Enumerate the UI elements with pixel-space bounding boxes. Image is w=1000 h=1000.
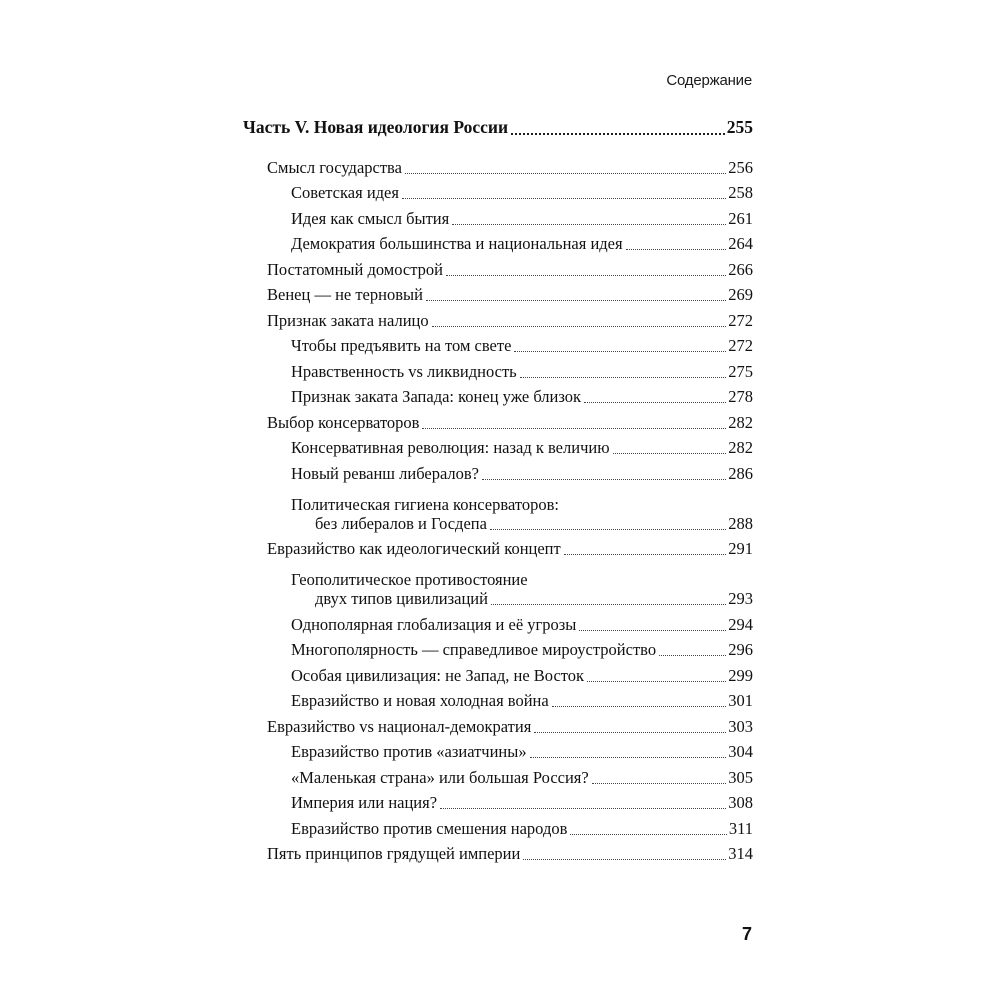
- toc-subentry: [243, 659, 753, 685]
- toc-entry-title: Нравственность vs ликвидность: [291, 361, 517, 381]
- dot-leader: [511, 118, 725, 135]
- toc-entry-title: Особая цивилизация: не Запад, не Восток: [291, 665, 585, 685]
- toc-subentry: [243, 177, 753, 203]
- dot-leader: [490, 515, 726, 530]
- toc-page-number: 261: [728, 208, 753, 228]
- toc-part-title: Часть V. Новая идеология России: [243, 117, 509, 137]
- toc-subentry: [243, 457, 753, 483]
- dot-leader: [405, 159, 726, 174]
- toc-page-number: 286: [728, 463, 753, 483]
- toc-subentry: [243, 228, 753, 254]
- dot-leader: [587, 667, 726, 682]
- toc-page-number: 272: [728, 310, 753, 330]
- toc-page-number: 314: [728, 844, 753, 863]
- toc-subentry: [243, 608, 753, 634]
- dot-leader: [592, 769, 727, 784]
- toc-page-number: 278: [728, 387, 753, 406]
- toc-entry: [243, 304, 753, 330]
- dot-leader: [520, 363, 727, 378]
- toc-entry-title: Признак заката Запада: конец уже близок: [291, 387, 582, 406]
- dot-leader: [523, 845, 726, 860]
- toc-entry-title: Советская идея: [291, 183, 399, 202]
- dot-leader: [534, 718, 726, 733]
- toc-entry: [243, 710, 753, 736]
- toc-entry-title: Демократия большинства и национальная идея: [291, 234, 623, 253]
- toc-page-number: 308: [728, 793, 753, 812]
- dot-leader: [426, 286, 726, 301]
- toc-page-number: 282: [728, 412, 753, 432]
- toc-page-number: 269: [728, 285, 753, 304]
- toc-page-number: 305: [728, 767, 753, 787]
- toc-page-number: 296: [728, 640, 753, 659]
- toc-entry-title: Смысл государства: [267, 157, 402, 177]
- toc-entry-title-continuation: двух типов цивилизаций: [315, 589, 488, 608]
- dot-leader: [432, 312, 727, 327]
- toc-entry: [243, 253, 753, 279]
- toc-entry-title: Евразийство против «азиатчины»: [291, 742, 527, 761]
- page-number-folio: 7: [741, 924, 752, 944]
- toc-page-number: 282: [728, 438, 753, 457]
- toc-page-number: 258: [728, 183, 753, 202]
- dot-leader: [564, 540, 727, 555]
- toc-subentry: [243, 634, 753, 660]
- toc-page-number: 264: [728, 234, 753, 253]
- toc-entry-title: Евразийство и новая холодная война: [291, 691, 549, 710]
- dot-leader: [570, 820, 726, 835]
- toc-entry: [243, 406, 753, 432]
- toc-entry: [243, 533, 753, 559]
- dot-leader: [659, 641, 726, 656]
- dot-leader: [579, 616, 726, 631]
- toc-entry-title: Однополярная глобализация и её угрозы: [291, 614, 577, 634]
- toc-entry-title: Выбор консерваторов: [267, 412, 420, 432]
- toc-subentry: [243, 202, 753, 228]
- toc-page-number: 266: [728, 259, 753, 279]
- toc-entry-title: Новый реванш либералов?: [291, 463, 480, 483]
- toc-subentry: [243, 355, 753, 381]
- toc-entry-title: Пять принципов грядущей империи: [267, 844, 521, 863]
- dot-leader: [402, 184, 726, 199]
- toc-entry-title: Политическая гигиена консерваторов:: [291, 494, 559, 514]
- toc-entry-title: Евразийство vs национал-демократия: [267, 716, 532, 736]
- dot-leader: [446, 261, 726, 276]
- toc-page-number: 288: [728, 513, 753, 533]
- dot-leader: [491, 590, 726, 605]
- toc-subentry: [243, 685, 753, 711]
- toc-subentry: [243, 330, 753, 356]
- toc-entry-title: Чтобы предъявить на том свете: [291, 336, 512, 355]
- toc-entry-title: Геополитическое противостояние: [291, 570, 528, 589]
- toc-page-number: 291: [728, 539, 753, 558]
- dot-leader: [613, 439, 727, 454]
- toc-entry-title: Постатомный домострой: [267, 259, 443, 279]
- toc-entry-title: Идея как смысл бытия: [291, 208, 450, 228]
- running-head: Содержание: [666, 72, 752, 89]
- toc-entry-title: «Маленькая страна» или большая Россия?: [291, 767, 589, 787]
- toc-entry-title-continuation: без либералов и Госдепа: [315, 513, 487, 533]
- toc-entry-continuation: [291, 514, 753, 533]
- toc-page-number: 275: [728, 361, 753, 381]
- toc-entry-title: Империя или нация?: [291, 793, 438, 812]
- table-of-contents: [243, 118, 753, 863]
- toc-page-number: 256: [728, 157, 753, 177]
- toc-subentry: [243, 736, 753, 762]
- toc-page-number: 301: [728, 691, 753, 710]
- toc-entry: [243, 279, 753, 305]
- toc-entry: [243, 151, 753, 177]
- dot-leader: [584, 388, 726, 403]
- dot-leader: [452, 210, 726, 225]
- toc-subentry: [243, 787, 753, 813]
- dot-leader: [530, 743, 727, 758]
- toc-subentry: [243, 432, 753, 458]
- dot-leader: [626, 235, 727, 250]
- toc-entry-title: Евразийство против смешения народов: [291, 818, 568, 838]
- toc-entry-title: Евразийство как идеологический концепт: [267, 539, 561, 558]
- toc-entry-title: Признак заката налицо: [267, 310, 429, 330]
- dot-leader: [482, 465, 726, 480]
- toc-page-number: 272: [728, 336, 753, 355]
- dot-leader: [440, 794, 726, 809]
- toc-subentry: [243, 381, 753, 407]
- toc-page-number: 311: [728, 818, 753, 838]
- toc-subentry: [243, 483, 753, 533]
- toc-page-number: 294: [728, 614, 753, 634]
- toc-entry: [243, 838, 753, 864]
- toc-entry-continuation: [291, 589, 753, 608]
- toc-entry-title: Многополярность — справедливое мироустройство: [291, 640, 657, 659]
- toc-subentry: [243, 761, 753, 787]
- toc-subentry: [243, 558, 753, 608]
- toc-entry-title: Консервативная революция: назад к величию: [291, 438, 610, 457]
- dot-leader: [552, 692, 727, 707]
- toc-page-number: 293: [728, 589, 753, 608]
- dot-leader: [514, 337, 726, 352]
- toc-page-number: 255: [726, 117, 753, 137]
- toc-entry-title: Венец — не терновый: [267, 285, 423, 304]
- toc-page-number: 304: [728, 742, 753, 761]
- toc-part-heading: [243, 118, 753, 151]
- toc-page-number: 303: [728, 716, 753, 736]
- toc-page-number: 299: [728, 665, 753, 685]
- dot-leader: [422, 414, 726, 429]
- toc-subentry: [243, 812, 753, 838]
